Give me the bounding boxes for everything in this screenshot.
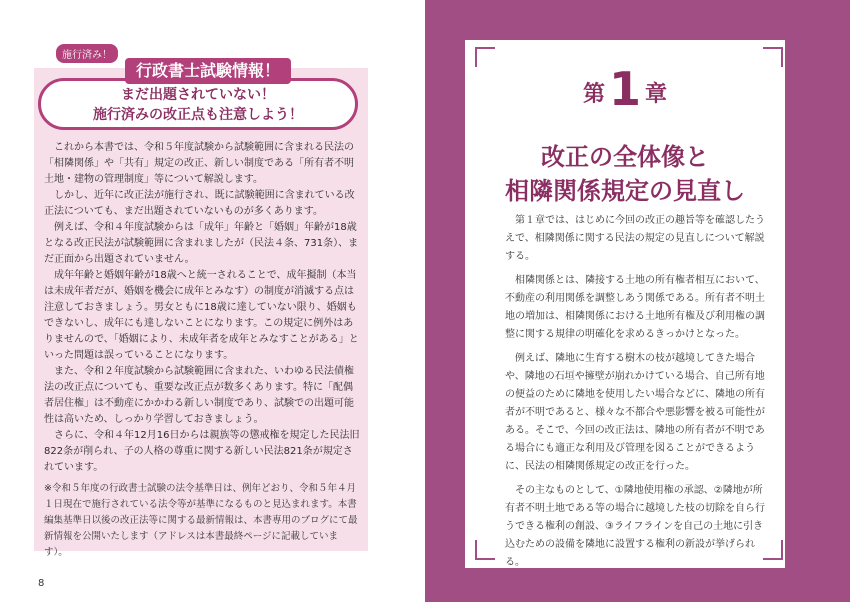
callout-bubble (38, 78, 358, 130)
paragraph-6: さらに、令和４年12月16日からは親族等の懲戒権を規定した民法旧822条が削られ、子の人格の尊重に関する新しい民法821条が規定されています。 (44, 430, 360, 473)
chapter-prefix: 第 (582, 82, 605, 107)
enforced-badge: 施行済み！ (56, 44, 118, 63)
left-body-text (44, 140, 362, 476)
footnote: ※令和５年度の行政書士試験の法令基準日は、例年どおり、令和５年４月１日現在で施行されている法令等が基準になるものと見込まれます。本書編集基準日以後の改正法等に関する最新情報は、本書専用のブログにて最新情報を公開いたします（アドレスは本書最終ページに記載しています）。 (44, 483, 358, 558)
chapter-paragraph-1: 第１章では、はじめに今回の改正の趣旨等を確認したうえで、相隣関係に関する民法の規定の見直しについて解説する。 (505, 215, 765, 262)
chapter-number: 1 (608, 62, 641, 116)
corner-mark-bottom-left (475, 540, 495, 560)
paragraph-1: これから本書では、令和５年度試験から試験範囲に含まれる民法の「相隣関係」や「共有」規定の改正、新しい制度である「所有者不明土地・建物の管理制度」等について解説します。 (44, 142, 354, 185)
chapter-title (465, 140, 785, 208)
bubble-line-1: まだ出題されていない！ (121, 87, 275, 103)
paragraph-3: 例えば、令和４年度試験からは「成年」年齢と「婚姻」年齢が18歳となる改正民法が試験範囲に含まれましたが（民法４条、731条）、まだ正面から出題されていません。 (44, 222, 359, 265)
paragraph-2: しかし、近年に改正法が施行され、既に試験範囲に含まれている改正法についても、まだ出題されていないものが多くあります。 (44, 190, 355, 217)
chapter-title-line-1: 改正の全体像と (541, 143, 709, 171)
paragraph-4: 成年年齢と婚姻年齢が18歳へと統一されることで、成年擬制（本当は未成年者だが、婚姻を機会に成年とみなす）の制度が消滅する点は注意しておきましょう。男女ともに18歳に達していない限り、婚姻もできないし、成年にも達しないことになります。この規定に例外はありませんので、「婚姻により、未成年者を成年とみなすことがある」といった問題は誤っていることになります。 (44, 270, 359, 361)
page-number: 8 (38, 578, 45, 589)
chapter-paragraph-4: その主なものとして、①隣地使用権の承認、②隣地が所有者不明土地である等の場合に越境した枝の切除を自ら行うできる権利の創設、③ライフラインを自己の土地に引き込むための設備を隣地に設置する権利の新設が挙げられる。 (505, 485, 765, 568)
section-title: 行政書士試験情報！ (125, 58, 291, 84)
chapter-body-text (505, 212, 767, 578)
chapter-suffix: 章 (645, 82, 668, 107)
chapter-heading (465, 62, 785, 116)
chapter-title-line-2: 相隣関係規定の見直し (505, 177, 745, 205)
bubble-line-2: 施行済みの改正点も注意しよう！ (93, 107, 303, 123)
chapter-paragraph-2: 相隣関係とは、隣接する土地の所有権者相互において、不動産の利用関係を調整しあう関係である。所有者不明土地の増加は、相隣関係における土地所有権及び利用権の調整に関する規律の明確化を求めるきっかけとなった。 (505, 275, 765, 340)
chapter-paragraph-3: 例えば、隣地に生育する樹木の枝が越境してきた場合や、隣地の石垣や擁壁が崩れかけている場合、自己所有地の便益のために隣地を使用したい場合などに、隣地の所有者が不明であると、様々な不都合や悪影響を被る可能性がある。そこで、今回の改正法は、隣地の所有者が不明である場合にも適正な利用及び管理を図ることができるように、民法の相隣関係規定の改正を行った。 (505, 353, 765, 472)
paragraph-5: また、令和２年度試験から試験範囲に含まれた、いわゆる民法債権法の改正点についても、重要な改正点が数多くあります。特に「配偶者居住権」は不動産にかかわる新しい制度であり、試験での出題可能性は高いため、しっかり学習しておきましょう。 (44, 366, 354, 425)
